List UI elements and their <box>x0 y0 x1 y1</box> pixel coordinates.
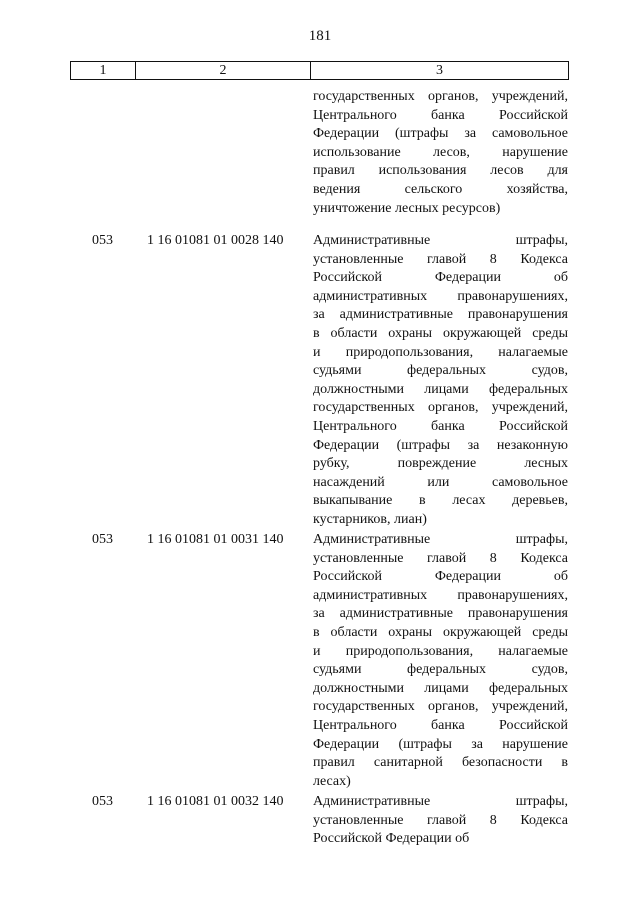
description-line: государственных органов, учреждений, <box>313 699 568 715</box>
description-line: лесах) <box>313 773 351 789</box>
column-header-row <box>71 62 569 80</box>
column-header-3: 3 <box>311 62 569 80</box>
description-line: Российской Федерации об <box>313 569 568 585</box>
description-line: Центрального банка Российской <box>313 419 568 434</box>
admin-code: 053 <box>92 794 113 809</box>
description-line: административных правонарушениях, <box>313 587 568 603</box>
description-line: за административные правонарушения <box>313 307 568 323</box>
description-line: судьями федеральных судов, <box>313 363 568 379</box>
description-line: государственных органов, учреждений, <box>313 400 568 416</box>
column-header-2: 2 <box>136 62 311 80</box>
description-line: судьями федеральных судов, <box>313 662 568 678</box>
description-line: и природопользования, налагаемые <box>313 643 568 659</box>
budget-classification-code: 1 16 01081 01 0032 140 <box>147 794 284 809</box>
admin-code: 053 <box>92 233 113 248</box>
description-line: насаждений или самовольное <box>313 474 568 490</box>
description-line: Российской Федерации об <box>313 270 568 286</box>
description-line: государственных органов, учреждений, <box>313 89 568 104</box>
description-line: использование лесов, нарушение <box>313 144 568 160</box>
description-line: правил санитарной безопасности в <box>313 755 568 771</box>
description-line: должностными лицами федеральных <box>313 381 568 397</box>
budget-classification-code: 1 16 01081 01 0028 140 <box>147 233 284 248</box>
description-line: Центрального банка Российской <box>313 718 568 733</box>
page-number: 181 <box>308 28 332 44</box>
description-line: рубку, повреждение лесных <box>313 456 568 472</box>
description-line: в области охраны окружающей среды <box>313 625 568 640</box>
description-line: административных правонарушениях, <box>313 288 568 304</box>
description-line: ведения сельского хозяйства, <box>313 182 568 197</box>
description-line: выкапывание в лесах деревьев, <box>313 493 568 509</box>
description-line: Федерации (штрафы за нарушение <box>313 736 568 752</box>
description-line: Административные штрафы, <box>313 794 568 809</box>
budget-classification-code: 1 16 01081 01 0031 140 <box>147 532 284 547</box>
description-line: установленные главой 8 Кодекса <box>313 812 568 828</box>
column-header-table <box>70 61 569 80</box>
description-line: за административные правонарушения <box>313 606 568 622</box>
description-line: Центрального банка Российской <box>313 107 568 123</box>
description-line: кустарников, лиан) <box>313 512 427 527</box>
column-header-1: 1 <box>71 62 136 80</box>
description-line: Административные штрафы, <box>313 233 568 248</box>
description-line: Административные штрафы, <box>313 532 568 547</box>
description-line: Федерации (штрафы за самовольное <box>313 126 568 142</box>
description-line: Федерации (штрафы за незаконную <box>313 437 568 453</box>
description-line: и природопользования, налагаемые <box>313 344 568 360</box>
description-line: Российской Федерации об <box>313 831 470 847</box>
admin-code: 053 <box>92 532 113 547</box>
description-line: должностными лицами федеральных <box>313 680 568 696</box>
description-line: установленные главой 8 Кодекса <box>313 251 568 267</box>
description-line: правил использования лесов для <box>313 163 568 179</box>
description-line: уничтожение лесных ресурсов) <box>313 200 501 216</box>
description-line: в области охраны окружающей среды <box>313 326 568 341</box>
description-line: установленные главой 8 Кодекса <box>313 550 568 566</box>
